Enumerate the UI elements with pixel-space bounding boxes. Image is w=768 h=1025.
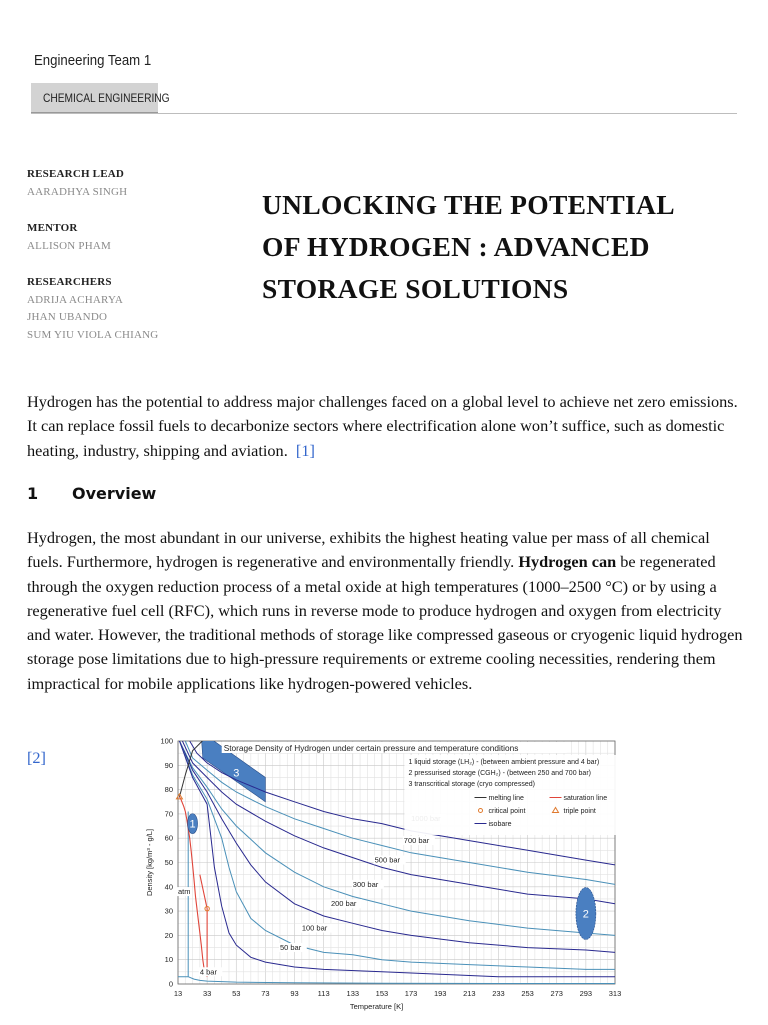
y-tick-label: 0 <box>168 979 173 989</box>
legend-item: isobare <box>488 821 512 828</box>
y-tick-label: 40 <box>164 882 173 892</box>
isobar-label: atm <box>178 887 191 897</box>
intro-paragraph <box>27 390 747 463</box>
section-heading <box>27 484 156 503</box>
x-tick-label: 233 <box>492 989 505 998</box>
x-tick-label: 13 <box>173 989 183 998</box>
legend-item: critical point <box>488 808 526 815</box>
legend-item: melting line <box>488 795 524 802</box>
y-tick-label: 90 <box>164 760 173 770</box>
overview-bold-text: Hydrogen can <box>518 552 617 572</box>
overview-paragraph <box>27 526 747 696</box>
x-tick-label: 193 <box>433 989 447 998</box>
x-tick-label: 273 <box>550 989 563 998</box>
y-tick-label: 50 <box>164 858 173 867</box>
legend-note: 1 liquid storage (LH₂) - (between ambient pressure and 4 bar) <box>408 759 600 766</box>
chart-svg <box>140 730 630 1020</box>
isobar-label: 700 bar <box>403 836 430 846</box>
citation-link[interactable]: [1] <box>295 440 315 460</box>
chart-title: Storage Density of Hydrogen under certain pressure and temperature conditions <box>223 743 519 753</box>
isobar-label: 500 bar <box>374 855 401 865</box>
x-tick-label: 173 <box>404 989 418 998</box>
y-tick-label: 100 <box>160 736 173 746</box>
isobar-label: 4 bar <box>199 967 217 977</box>
isobar-label: 200 bar <box>330 899 357 909</box>
x-tick-label: 93 <box>290 989 299 998</box>
legend-note: 3 transcritical storage (cryo compressed) <box>408 781 535 788</box>
legend-item: triple point <box>563 808 596 815</box>
intro-text: Hydrogen has the potential to address major challenges faced on a global level to achieve net zero emissions. It can replace fossil fuels to decarbonize sectors where electrification alone won’t suffice, such as domestic heating, industry, shipping and aviation. <box>27 392 738 460</box>
department-label: CHEMICAL ENGINEERING <box>43 91 170 105</box>
x-tick-label: 313 <box>608 989 622 998</box>
legend-note: 2 pressurised storage (CGH₂) - (between 250 and 700 bar) <box>408 770 591 777</box>
title-line: STORAGE SOLUTIONS <box>262 273 569 304</box>
figure-citation-link[interactable]: [2] <box>27 748 46 767</box>
credits-block <box>27 166 158 344</box>
region-label: 3 <box>233 767 240 780</box>
section-title: Overview <box>72 484 157 503</box>
title-line: OF HYDROGEN : ADVANCED <box>262 231 650 262</box>
y-tick-label: 10 <box>164 955 173 965</box>
x-tick-label: 153 <box>375 989 389 998</box>
hydrogen-density-chart <box>140 730 630 1025</box>
y-tick-label: 30 <box>164 906 173 916</box>
y-tick-label: 80 <box>164 785 173 795</box>
overview-text-continued: be regenerated through the oxygen reduction process of a metal oxide at high temperatures (1000–2500 °C) or by using a regenerative fuel cell (RFC), which runs in reverse mode to produce hydrogen and oxygen from electricity and water. However, the traditional methods of storage like compressed gaseous or cryogenic liquid hydrogen storage pose limitations due to high-pressure requirements or extreme cooling necessities, rendering them impractical for mobile applications like hydrogen-powered vehicles. <box>27 552 743 693</box>
region-label: 1 <box>189 818 196 831</box>
x-tick-label: 33 <box>202 989 212 998</box>
x-axis-label: Temperature [K] <box>349 1002 404 1011</box>
x-tick-label: 213 <box>463 989 476 998</box>
research-lead-label: RESEARCH LEAD <box>27 168 125 180</box>
y-tick-label: 60 <box>164 833 173 843</box>
isobar-label: 100 bar <box>301 923 328 933</box>
legend-item: saturation line <box>563 795 608 802</box>
x-tick-label: 53 <box>232 989 241 998</box>
research-lead-name: AARADHYA SINGH <box>27 185 128 198</box>
title-line: UNLOCKING THE POTENTIAL <box>262 189 675 220</box>
isobar-label: 50 bar <box>279 942 302 952</box>
mentor-label: MENTOR <box>27 222 78 234</box>
department-tab[interactable] <box>31 83 170 113</box>
region-label: 2 <box>582 908 589 921</box>
y-axis-label: Density [kg/m³ - g/L] <box>145 828 154 897</box>
mentor-name: ALLISON PHAM <box>27 239 111 252</box>
isobar-label: 300 bar <box>352 879 379 889</box>
researcher-name: SUM YIU VIOLA CHIANG <box>27 328 159 341</box>
x-tick-label: 133 <box>346 989 360 998</box>
overview-text: Hydrogen, the most abundant in our universe, exhibits the highest heating value per mass of all chemical fuels. Furthermore, hydrogen is regenerative and environmentally friendly. <box>27 528 710 572</box>
y-tick-label: 70 <box>164 809 173 819</box>
header-divider <box>31 113 737 114</box>
team-name: Engineering Team 1 <box>34 52 152 69</box>
researchers-label: RESEARCHERS <box>27 276 112 288</box>
researcher-name: ADRIJA ACHARYA <box>27 293 124 306</box>
x-tick-label: 293 <box>579 989 593 998</box>
page-title <box>262 184 732 310</box>
x-tick-label: 113 <box>317 989 330 998</box>
x-tick-label: 73 <box>261 989 270 998</box>
researcher-name: JHAN UBANDO <box>27 311 108 323</box>
section-number: 1 <box>27 484 39 503</box>
x-tick-label: 253 <box>521 989 534 998</box>
y-tick-label: 20 <box>164 930 173 940</box>
